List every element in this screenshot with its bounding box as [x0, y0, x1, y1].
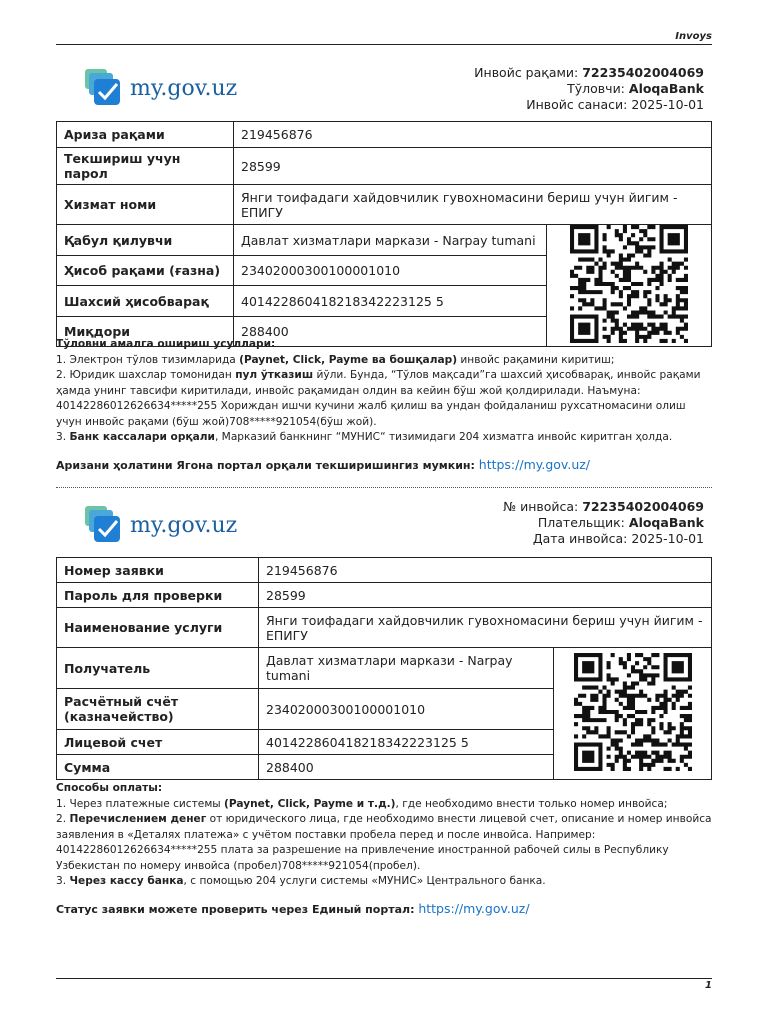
invoice-table: [56, 121, 712, 347]
status-check: [56, 457, 590, 472]
mygov-logo: [84, 505, 237, 545]
payment-method-1: 1. Через платежные системы (Paynet, Click, Payme и т.д.), где необходимо внести только номер инвойса;: [56, 797, 668, 810]
invoice-date: 2025-10-01: [631, 97, 704, 112]
row-label: Расчётный счёт (казначейство): [57, 689, 259, 730]
row-label: Текшириш учун парол: [57, 148, 234, 185]
invoice-date-label: Инвойс санаси:: [526, 97, 628, 112]
payment-method-2: 2. Перечислением денег от юридического лица, где необходимо внести лицевой счет, описание и номер инвойса заявления в «Деталях платежа» с учётом поставки пробела перед и после инвойса. Например: 40142286012626634*****255 плата за разрешение на привлечение иностранной рабочей силы в Республику Узбекистан по номеру инвойса (пробел)708*****921054(пробел).: [56, 813, 712, 872]
logo-check-icon: [84, 68, 124, 108]
payer: AloqaBank: [628, 81, 704, 96]
row-value: Давлат хизматлари маркази - Narpay tumani: [234, 225, 547, 256]
invoice-date-label: Дата инвойса:: [532, 531, 628, 546]
invoice-number-label: Инвойс рақами:: [474, 65, 579, 80]
payer-label: Плательщик:: [537, 515, 625, 530]
row-value: Давлат хизматлари маркази - Narpay tumani: [259, 648, 554, 689]
qr-code-icon: [571, 653, 695, 771]
mygov-logo: [84, 68, 237, 108]
row-label: Қабул қилувчи: [57, 225, 234, 256]
row-label: Сумма: [57, 755, 259, 780]
row-value: 28599: [234, 148, 712, 185]
row-label: Миқдори: [57, 316, 234, 346]
payment-method-3: 3. Банк кассалари орқали, Марказий банкнинг “МУНИС“ тизимидаги 204 хизматга инвойс киритган ҳолда.: [56, 431, 673, 443]
logo-check-icon: [84, 505, 124, 545]
invoice-number-label: № инвойса:: [503, 499, 579, 514]
qr-code-icon: [567, 225, 691, 343]
document-type-label: Invoys: [675, 31, 712, 42]
payment-method-2: 2. Юридик шахслар томонидан пул ўтказиш йўли. Бунда, “Тўлов мақсади”га шахсий ҳисобварақ, инвойс рақами ҳамда унинг тавсифи киритилади, инвойс рақамидан олдин ва кейин бўш жой қолдирилади. Наъмуна: 40142286012626634*****255 Хориждан ишчи кучини жалб қилиш ва ундан фойдаланиш рухсатномасини олиш учун инвойс рақами (бўш жой)708*****921054(бўш жой).: [56, 369, 701, 428]
row-value: 28599: [259, 583, 712, 608]
row-label: Шахсий ҳисобварақ: [57, 286, 234, 316]
row-label: Наименование услуги: [57, 608, 259, 648]
row-value: 219456876: [234, 122, 712, 148]
row-value: 401422860418218342223125 5: [234, 286, 547, 316]
footer-divider: [56, 978, 712, 979]
row-value: 401422860418218342223125 5: [259, 730, 554, 755]
row-label: Ариза рақами: [57, 122, 234, 148]
invoice-number: 72235402004069: [582, 65, 704, 80]
payment-method-3: 3. Через кассу банка, с помощью 204 услуги системы «МУНИС» Центрального банка.: [56, 875, 546, 887]
payment-methods-title: Тўловни амалга ошириш усуллари:: [56, 338, 276, 350]
logo-text: my.gov.uz: [130, 512, 238, 538]
payment-methods: [56, 781, 712, 890]
status-text: Статус заявки можете проверить через Единый портал:: [56, 903, 415, 916]
row-value: 23402000300100001010: [259, 689, 554, 730]
cut-line: [56, 487, 712, 488]
portal-link[interactable]: https://my.gov.uz/: [478, 457, 591, 472]
row-label: Пароль для проверки: [57, 583, 259, 608]
row-label: Ҳисоб рақами (ғазна): [57, 256, 234, 286]
row-value: 288400: [259, 755, 554, 780]
row-label: Хизмат номи: [57, 185, 234, 225]
status-text: Аризани ҳолатини Ягона портал орқали текширишингиз мумкин:: [56, 459, 475, 472]
row-label: Номер заявки: [57, 558, 259, 583]
payer: AloqaBank: [628, 515, 704, 530]
portal-link[interactable]: https://my.gov.uz/: [418, 901, 530, 916]
page-number: 1: [705, 980, 712, 991]
status-check: [56, 901, 530, 916]
invoice-number: 72235402004069: [582, 499, 704, 514]
qr-code-cell: [554, 648, 712, 780]
row-value: 288400: [234, 316, 547, 346]
header-divider: [56, 44, 712, 45]
invoice-info: [503, 499, 704, 547]
row-label: Лицевой счет: [57, 730, 259, 755]
payment-methods: [56, 337, 712, 446]
payment-method-1: 1. Электрон тўлов тизимларида (Paynet, Click, Payme ва бошқалар) инвойс рақамини киритиш;: [56, 353, 615, 366]
qr-code-cell: [547, 225, 712, 347]
row-value: Янги тоифадаги хайдовчилик гувохномасини бериш учун йигим - ЕПИГУ: [234, 185, 712, 225]
payer-label: Тўловчи:: [567, 81, 625, 96]
row-value: 23402000300100001010: [234, 256, 547, 286]
invoice-table: [56, 557, 712, 780]
invoice-info: [474, 65, 704, 113]
row-value: Янги тоифадаги хайдовчилик гувохномасини бериш учун йигим - ЕПИГУ: [259, 608, 712, 648]
invoice-date: 2025-10-01: [631, 531, 704, 546]
payment-methods-title: Способы оплаты:: [56, 782, 163, 794]
row-value: 219456876: [259, 558, 712, 583]
row-label: Получатель: [57, 648, 259, 689]
logo-text: my.gov.uz: [130, 75, 238, 101]
